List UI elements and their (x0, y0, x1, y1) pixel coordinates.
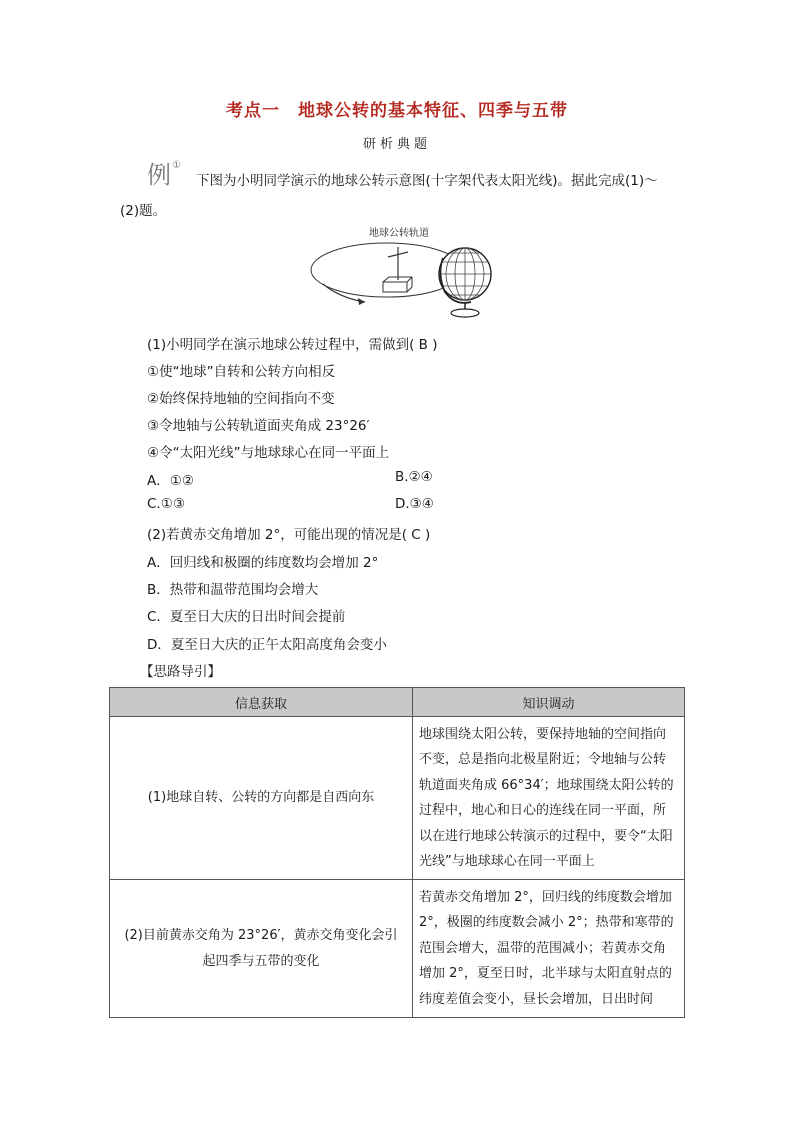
q1-statement-2: ②始终保持地轴的空间指向不变 (147, 391, 335, 407)
q2-option-c: C．夏至日大庆的日出时间会提前 (147, 609, 346, 625)
q1-option-c: C.①③ (147, 496, 185, 512)
example-mark: 例 (147, 161, 171, 189)
q1-option-d: D.③④ (395, 496, 434, 512)
row-1-knowledge: 地球围绕太阳公转，要保持地轴的空间指向不变，总是指向北极星附近；令地轴与公转轨道面夹角成 66°34′；地球围绕太阳公转的过程中，地心和日心的连线在同一平面，所以在进行地球公转演示的过程中，要令“太阳光线”与地球球心在同一平面上 (413, 717, 685, 880)
q1-option-a: A．①② (147, 473, 194, 489)
example-intro-line-1: 下图为小明同学演示的地球公转示意图(十字架代表太阳光线)。据此完成(1)～ (196, 173, 658, 189)
guide-table (109, 687, 685, 1018)
row-2-knowledge: 若黄赤交角增加 2°，回归线的纬度数会增加 2°，极圈的纬度数会减小 2°；热带和寒带的范围会增大，温带的范围减小；若黄赤交角增加 2°，夏至日时，北半球与太阳直射点的纬度差值会变小，昼长会增加，日出时间 (413, 880, 685, 1018)
q1-statement-1: ①使“地球”自转和公转方向相反 (147, 364, 336, 380)
orbit-label: 地球公转轨道 (369, 228, 429, 239)
q2-stem: (2)若黄赤交角增加 2°，可能出现的情况是( C ) (147, 527, 431, 543)
orbit-arrow-head (358, 298, 365, 305)
sun-light-cross (383, 247, 412, 292)
q1-option-b: B.②④ (395, 469, 433, 485)
section-subtitle: 研析典题 (362, 137, 431, 152)
orbit-diagram (305, 222, 505, 322)
header-info: 信息获取 (110, 688, 413, 717)
row-2-info: (2)目前黄赤交角为 23°26′，黄赤交角变化会引起四季与五带的变化 (110, 880, 413, 1018)
q2-option-d: D．夏至日大庆的正午太阳高度角会变小 (147, 637, 387, 653)
table-row (110, 717, 685, 880)
q1-statement-4: ④令“太阳光线”与地球球心在同一平面上 (147, 445, 390, 461)
q2-option-b: B．热带和温带范围均会增大 (147, 582, 319, 598)
table-row (110, 880, 685, 1018)
globe-icon (439, 248, 491, 317)
row-1-info: (1)地球自转、公转的方向都是自西向东 (110, 717, 413, 880)
example-intro-line-2: (2)题。 (120, 203, 167, 219)
example-number: ① (172, 160, 181, 171)
header-knowledge: 知识调动 (413, 688, 685, 717)
page-title: 考点一 地球公转的基本特征、四季与五带 (226, 101, 568, 121)
table-header-row (110, 688, 685, 717)
guide-heading: 【思路导引】 (140, 664, 221, 680)
q1-stem: (1)小明同学在演示地球公转过程中，需做到( B ) (147, 337, 438, 353)
q1-statement-3: ③令地轴与公转轨道面夹角成 23°26′ (147, 418, 370, 434)
q2-option-a: A．回归线和极圈的纬度数均会增加 2° (147, 555, 379, 571)
